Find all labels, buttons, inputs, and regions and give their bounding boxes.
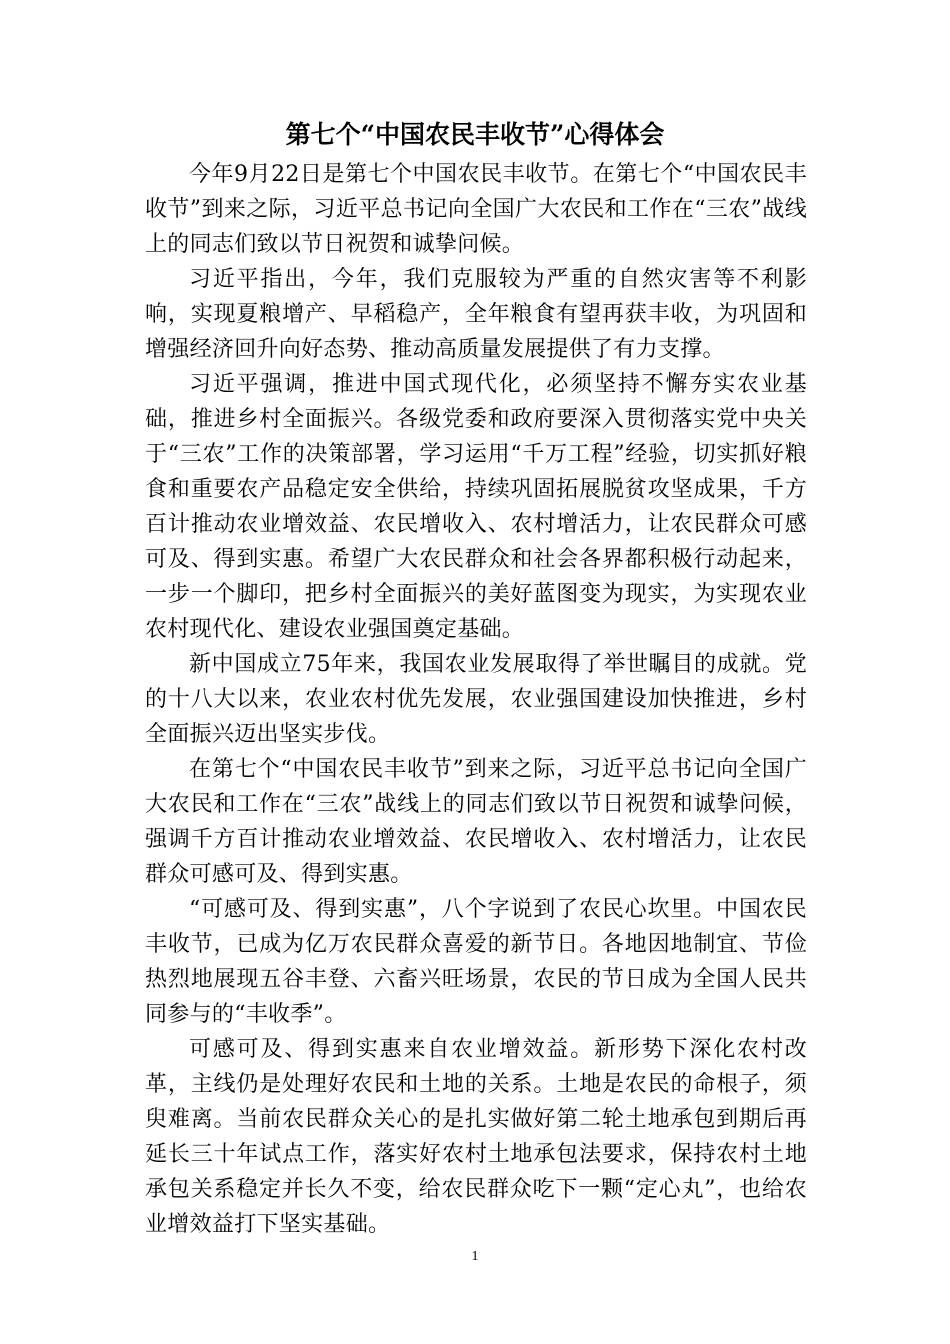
document-body [145,157,807,1242]
paragraph-4: 新中国成立75年来，我国农业发展取得了举世瞩目的成就。党的十八大以来，农业农村优先发展，农业强国建设加快推进，乡村全面振兴迈出坚实步伐。 [145,652,807,747]
paragraph-1: 今年9月22日是第七个中国农民丰收节。在第七个“中国农民丰收节”到来之际，习近平总书记向全国广大农民和工作在“三农”战线上的同志们致以节日祝贺和诚挚问候。 [145,162,807,257]
paragraph-2: 习近平指出，今年，我们克服较为严重的自然灾害等不利影响，实现夏粮增产、早稻稳产，全年粮食有望再获丰收，为巩固和增强经济回升向好态势、推动高质量发展提供了有力支撑。 [145,267,807,362]
paragraph-3: 习近平强调，推进中国式现代化，必须坚持不懈夯实农业基础，推进乡村全面振兴。各级党委和政府要深入贯彻落实党中央关于“三农”工作的决策部署，学习运用“千万工程”经验，切实抓好粮食和重要农产品稳定安全供给，持续巩固拓展脱贫攻坚成果，千方百计推动农业增效益、农民增收入、农村增活力，让农民群众可感可及、得到实惠。希望广大农民群众和社会各界都积极行动起来，一步一个脚印，把乡村全面振兴的美好蓝图变为现实，为实现农业农村现代化、建设农业强国奠定基础。 [145,372,807,642]
paragraph-7: 可感可及、得到实惠来自农业增效益。新形势下深化农村改革，主线仍是处理好农民和土地的关系。土地是农民的命根子，须臾难离。当前农民群众关心的是扎实做好第二轮土地承包到期后再延长三十年试点工作，落实好农村土地承包法要求，保持农村土地承包关系稳定并长久不变，给农民群众吃下一颗“定心丸”，也给农业增效益打下坚实基础。 [145,1037,807,1237]
page-number: 1 [471,1249,479,1264]
document-title: 第七个“中国农民丰收节”心得体会 [285,120,665,149]
paragraph-5: 在第七个“中国农民丰收节”到来之际，习近平总书记向全国广大农民和工作在“三农”战线上的同志们致以节日祝贺和诚挚问候，强调千方百计推动农业增效益、农民增收入、农村增活力，让农民群众可感可及、得到实惠。 [145,757,807,887]
paragraph-6: “可感可及、得到实惠”，八个字说到了农民心坎里。中国农民丰收节，已成为亿万农民群众喜爱的新节日。各地因地制宜、节俭热烈地展现五谷丰登、六畜兴旺场景，农民的节日成为全国人民共同参与的“丰收季”。 [145,897,807,1027]
